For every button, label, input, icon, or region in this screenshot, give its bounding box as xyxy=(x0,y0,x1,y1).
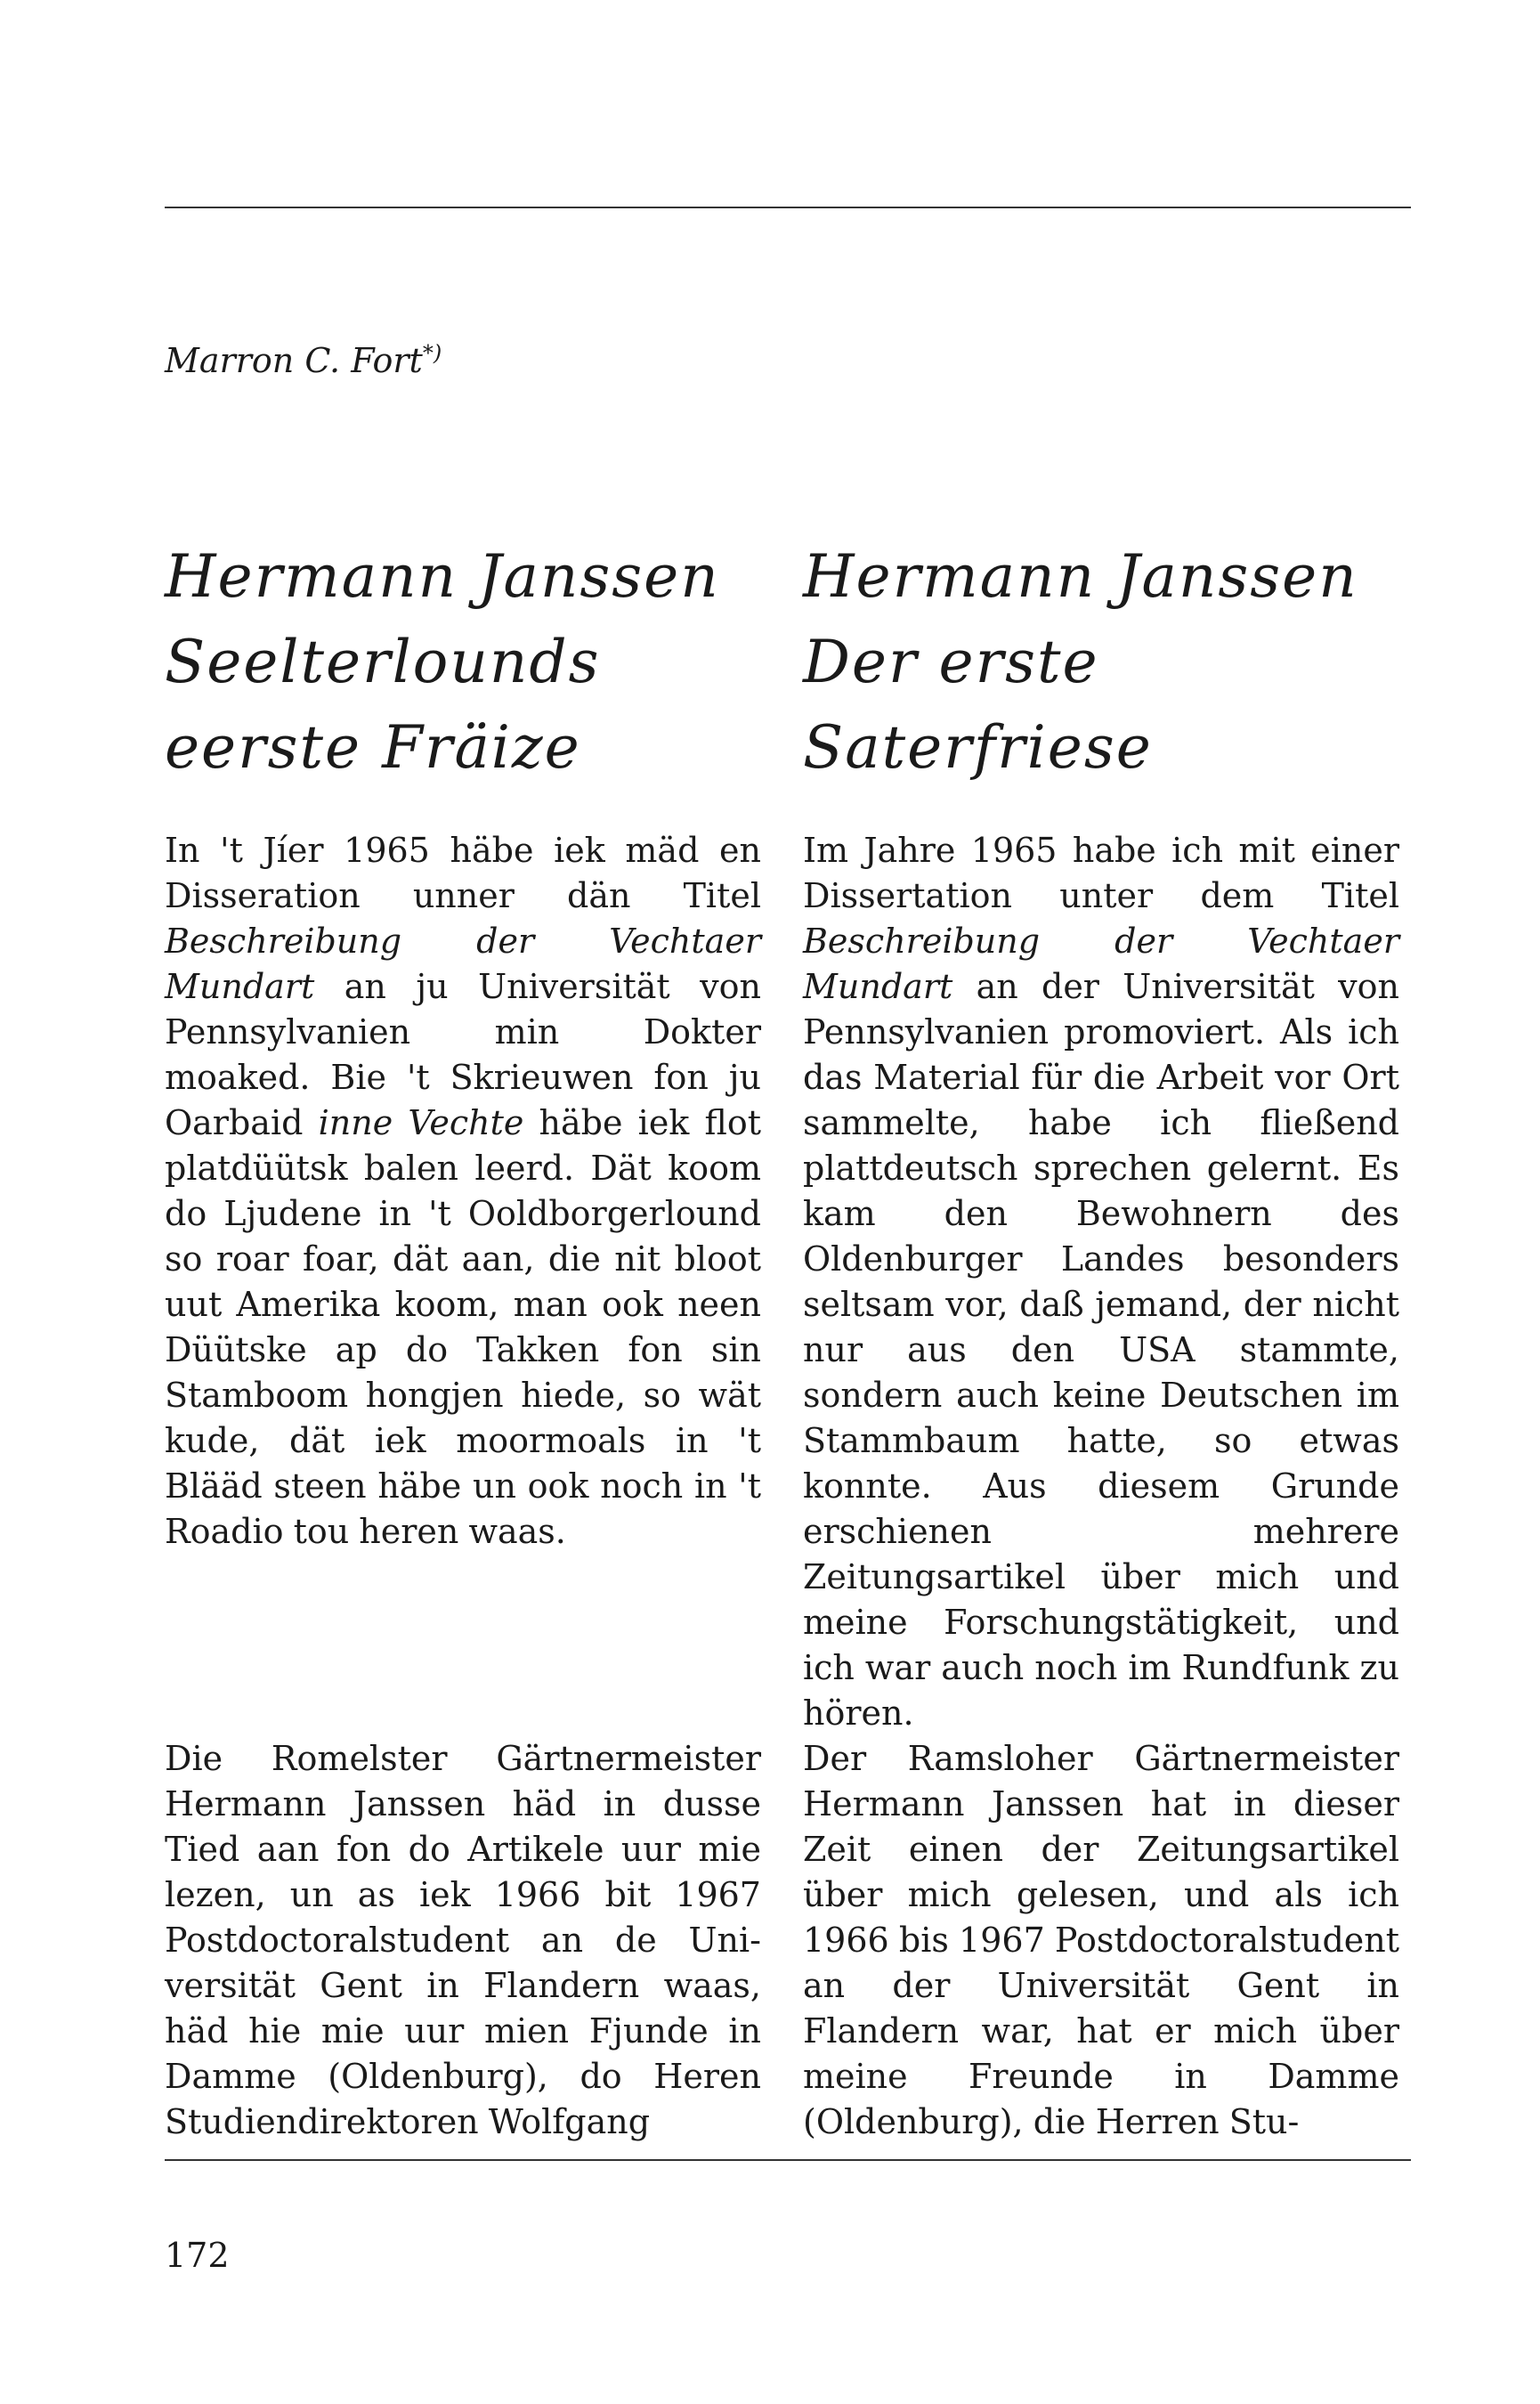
right-title-line-2: Der erste xyxy=(803,628,1099,696)
left-paragraph-2: Die Romelster Gärtnermeister Hermann Janssen häd in dusse Tied aan fon do Artikele uur mie lezen, un as iek 1966 bit 1967 Postdoctoralstudent an de Universität Gent in Flandern waas, häd hie mie uur mien Fjunde in Damme (Oldenburg), do Heren Studiendirektoren Wolfgang xyxy=(165,1739,761,2141)
left-title xyxy=(165,534,761,791)
right-p1-italic-title: Beschreibung der Vechtaer Mundart xyxy=(803,922,1399,1006)
left-p1-text-b: an ju Universität von Pennsylvanien min Dokter moaked. Bie 't Skrieuwen fon ju Oarbaid xyxy=(165,967,761,1142)
author-line xyxy=(165,340,442,381)
author-footnote-mark: *) xyxy=(422,340,442,366)
bottom-rule xyxy=(165,2159,1411,2161)
left-p1-text-c: häbe iek flot platdüütsk balen leerd. Dät koom do Ljudene in 't Ooldborgerlound so roar foar, dät aan, die nit bloot uut Amerika koom, man ook neen Düütske ap do Takken fon sin Stamboom hongjen hiede, so wät kude, dät iek moormoals in 't Blääd steen häbe un ook noch in 't Roadio tou heren waas. xyxy=(165,1103,762,1551)
left-p1-italic-place: inne Vechte xyxy=(318,1103,524,1142)
left-title-line-1: Hermann Janssen xyxy=(165,542,720,611)
right-paragraph-2: Der Ramsloher Gärtnermeister Hermann Janssen hat in dieser Zeit einen der Zeitungsartikel über mich gelesen, und als ich 1966 bis 1967 Postdoctoralstudent an der Universität Gent in Flandern war, hat er mich über meine Freunde in Damme (Oldenburg), die Herren Stu- xyxy=(803,1739,1399,2141)
left-p1-text-a: In 't Jíer 1965 häbe iek mäd en Disseration unner dän Titel xyxy=(165,831,761,915)
author-name: Marron C. Fort xyxy=(165,341,423,380)
right-p1-text-a: Im Jahre 1965 habe ich mit einer Dissertation unter dem Titel xyxy=(803,831,1399,915)
right-p1-text-b: an der Universität von Pennsylvanien promoviert. Als ich das Material für die Arbeit vor Ort sammelte, habe ich fließend plattdeutsch sprechen gelernt. Es kam den Bewohnern des Oldenburger Landes besonders seltsam vor, daß jemand, der nicht nur aus den USA stammte, sondern auch keine Deutschen im Stammbaum hatte, so etwas konnte. Aus diesem Grunde erschienen mehrere Zeitungsartikel über mich und meine Forschungstätigkeit, und ich war auch noch im Rundfunk zu hören. xyxy=(803,967,1399,1733)
left-title-line-3: eerste Fräize xyxy=(165,713,581,782)
left-paragraph-1 xyxy=(165,828,761,1555)
left-title-line-2: Seelterlounds xyxy=(165,628,601,696)
right-title xyxy=(803,534,1399,791)
right-title-line-1: Hermann Janssen xyxy=(803,542,1358,611)
left-p1-italic-title: Beschreibung der Vechtaer Mundart xyxy=(165,922,761,1006)
page-number: 172 xyxy=(165,2236,230,2275)
right-paragraph-1 xyxy=(803,828,1399,1736)
right-title-line-3: Saterfriese xyxy=(803,713,1153,782)
top-rule xyxy=(165,207,1411,208)
